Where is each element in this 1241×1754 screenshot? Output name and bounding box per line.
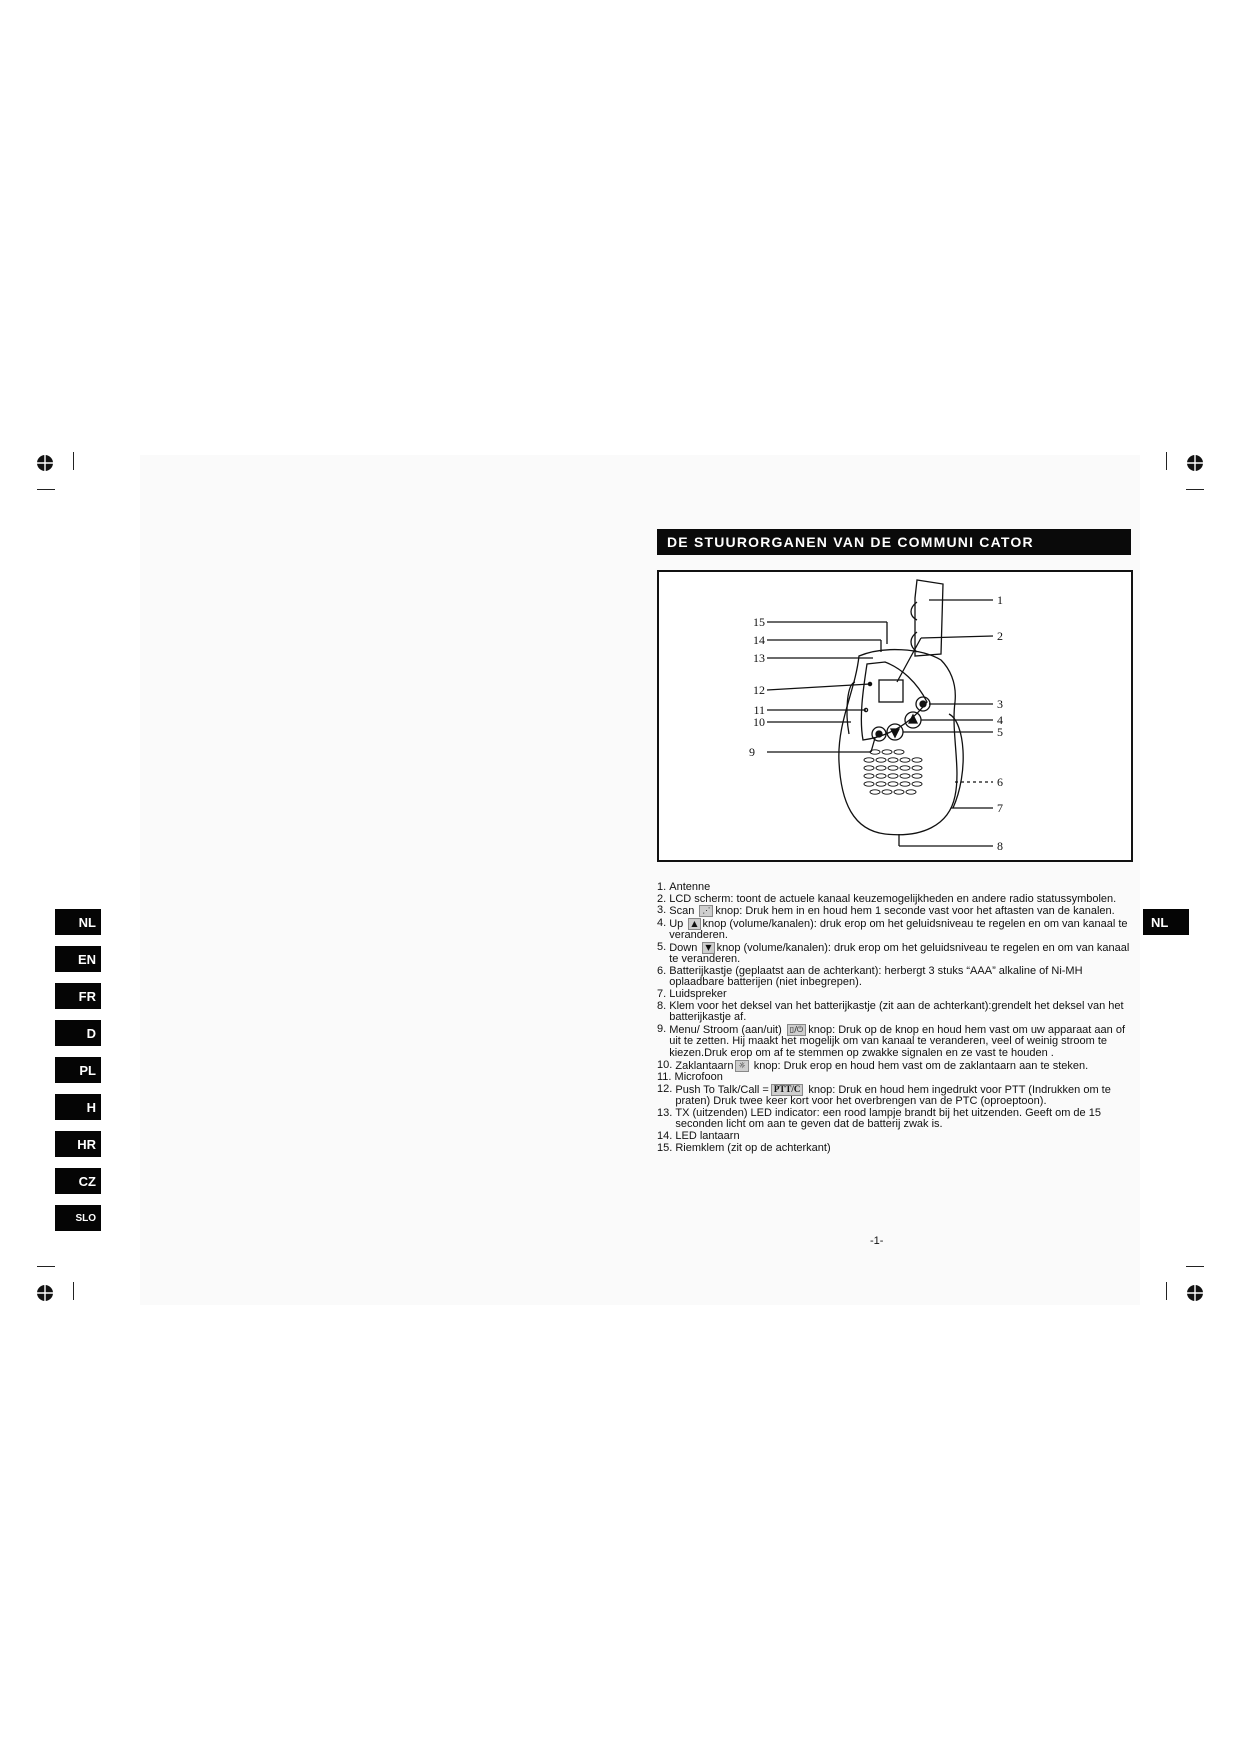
crop-mark: [37, 1266, 55, 1267]
radio-body: [839, 650, 957, 835]
callout-10: 10: [753, 715, 765, 729]
language-tabs: [55, 909, 101, 1242]
antenna-ridge: [911, 602, 917, 620]
registration-mark-icon: [1185, 1283, 1205, 1303]
crop-mark: [1186, 1266, 1204, 1267]
list-item: 3. Scan ⋰ knop: Druk hem in en houd hem 1 seconde vast voor het aftasten van de kanalen.: [657, 904, 1115, 918]
callout-2: 2: [997, 629, 1003, 643]
callout-6: 6: [997, 775, 1003, 789]
callout-9: 9: [749, 745, 755, 759]
list-item: 12. Push To Talk/Call = PTT/C knop: Druk en houd hem ingedrukt voor PTT (Indrukken om te praten) Druk twee keer kort voor het overbrengen van de PTC (oproeptoon).: [657, 1082, 1111, 1108]
callout-5: 5: [997, 725, 1003, 739]
crop-mark: [1186, 489, 1204, 490]
callout-12: 12: [753, 683, 765, 697]
walkie-talkie-drawing: [659, 572, 1131, 860]
crop-mark: [73, 452, 74, 470]
list-item: 2. LCD scherm: toont de actuele kanaal keuzemogelijkheden en andere radio statussymbolen.: [657, 892, 1117, 905]
crop-mark: [1166, 452, 1167, 470]
antenna-ridge: [911, 632, 917, 652]
list-item: 6. Batterijkastje (geplaatst aan de achterkant): herbergt 3 stuks “AAA” alkaline of Ni-MH oplaadbare batterijen (niet inbegrepen).: [657, 964, 1083, 989]
language-tab-d[interactable]: D: [55, 1020, 101, 1046]
language-tab-current: NL: [1143, 909, 1189, 935]
language-tab-en[interactable]: EN: [55, 946, 101, 972]
up-arrow-icon: ▲: [688, 918, 700, 930]
list-item: 10. Zaklantaarn ☼ knop: Druk erop en houd hem vast om de zaklantaarn aan te steken.: [657, 1058, 1089, 1072]
crop-mark: [37, 489, 55, 490]
list-item: 4. Up ▲ knop (volume/kanalen): druk erop om het geluidsniveau te regelen en om van kanaal te veranderen.: [657, 916, 1128, 942]
list-item: 1. Antenne: [657, 881, 711, 893]
list-item: 7. Luidspreker: [657, 988, 727, 1001]
lcd-screen: [879, 680, 903, 702]
callout-11: 11: [753, 703, 765, 717]
callout-7: 7: [997, 801, 1003, 815]
list-item: 11. Microfoon: [657, 1071, 723, 1084]
callout-4: 4: [997, 713, 1003, 727]
ptt-icon: PTT/C: [771, 1084, 804, 1096]
language-tab-cz[interactable]: CZ: [55, 1168, 101, 1194]
side-grip: [847, 682, 855, 734]
list-item: 15. Riemklem (zit op de achterkant): [657, 1141, 831, 1154]
page-number: -1-: [870, 1235, 884, 1247]
language-tab-fr[interactable]: FR: [55, 983, 101, 1009]
menu-power-icon: ▯/⏻: [787, 1024, 806, 1036]
list-item: 13. TX (uitzenden) LED indicator: een rood lampje brandt bij het uitzenden. Geeft om de 15 seconden licht om aan te geven dat de batterij zwak is.: [657, 1106, 1101, 1131]
controls-list: [657, 882, 1137, 1154]
scan-icon: ⋰: [699, 905, 713, 917]
registration-mark-icon: [1185, 453, 1205, 473]
list-item: 14. LED lantaarn: [657, 1129, 740, 1142]
callout-14: 14: [753, 633, 765, 647]
callout-1: 1: [997, 593, 1003, 607]
registration-mark-icon: [35, 1283, 55, 1303]
callout-8: 8: [997, 839, 1003, 853]
callout-13: 13: [753, 651, 765, 665]
list-item: 8. Klem voor het deksel van het batterijkastje (zit aan de achterkant):grendelt het deksel van het batterijkastje af.: [657, 999, 1124, 1024]
language-tab-h[interactable]: H: [55, 1094, 101, 1120]
flashlight-icon: ☼: [735, 1060, 748, 1072]
section-title: DE STUURORGANEN VAN DE COMMUNI CATOR: [657, 529, 1131, 555]
registration-mark-icon: [35, 453, 55, 473]
language-tab-pl[interactable]: PL: [55, 1057, 101, 1083]
list-item: 5. Down ▼ knop (volume/kanalen): druk erop om het geluidsniveau te regelen en om van kanaal te veranderen.: [657, 940, 1130, 966]
language-tab-hr[interactable]: HR: [55, 1131, 101, 1157]
language-tab-nl[interactable]: NL: [55, 909, 101, 935]
antenna-shape: [915, 580, 943, 656]
down-arrow-icon: ▼: [702, 942, 714, 954]
crop-mark: [73, 1282, 74, 1300]
language-tab-slo[interactable]: SLO: [55, 1205, 101, 1231]
device-diagram: [657, 570, 1133, 862]
callout-3: 3: [997, 697, 1003, 711]
crop-mark: [1166, 1282, 1167, 1300]
callout-15: 15: [753, 615, 765, 629]
list-item: 9. Menu/ Stroom (aan/uit) ▯/⏻ knop: Druk op de knop en houd hem vast om uw apparaat aan of uit te zetten. Hij maakt het mogelijk om van kanaal te veranderen, veel of weinig stroom te kiezen.Druk erop om af te stemmen op zwakke signalen en ze vast te houden .: [657, 1022, 1125, 1059]
